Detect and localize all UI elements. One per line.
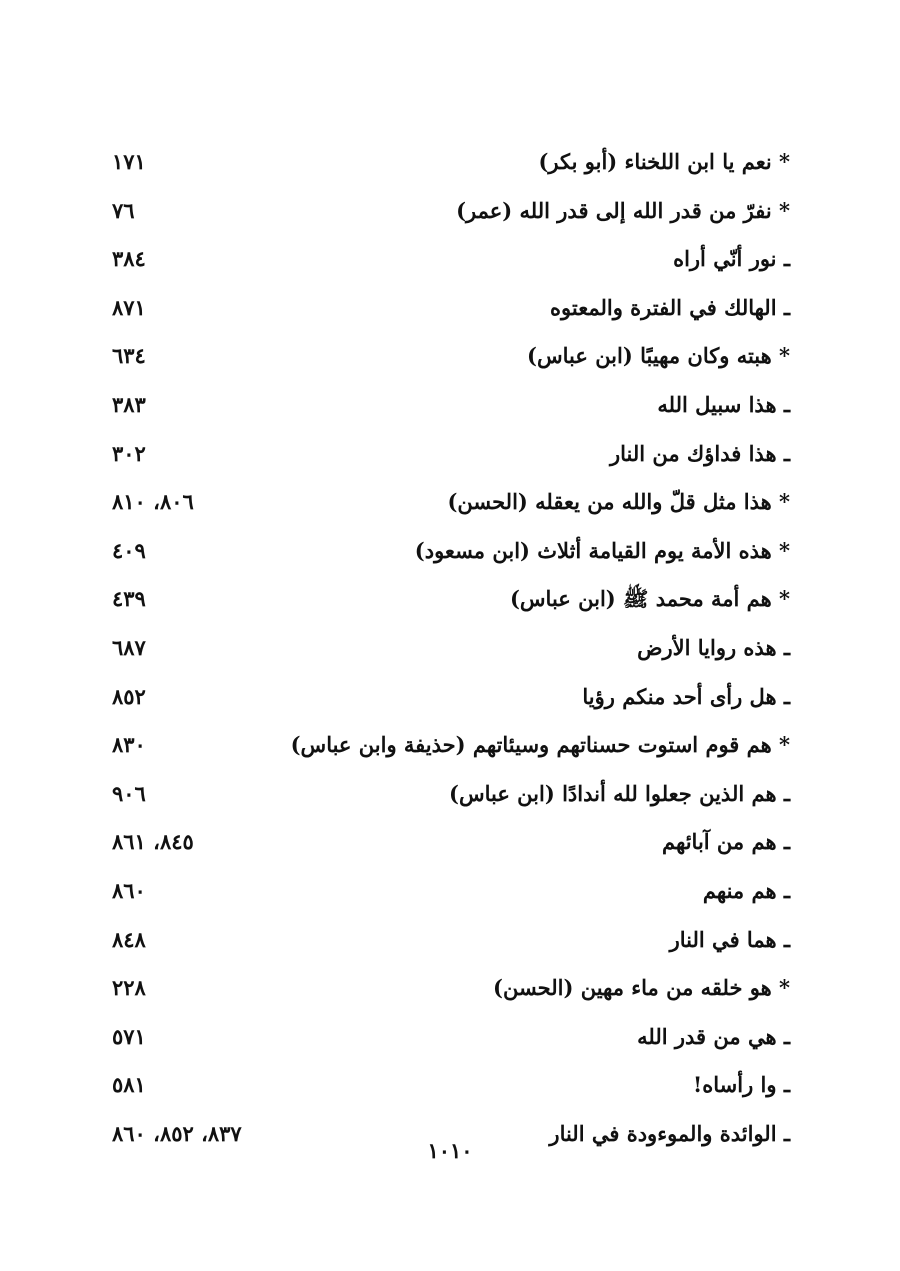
entry-page-refs: ٤٣٩ (112, 586, 146, 612)
entry-page-refs: ٨٣٧، ٨٥٢، ٨٦٠ (112, 1120, 242, 1146)
entry-text: * نفرّ من قدر الله إلى قدر الله (عمر) (456, 197, 790, 223)
entry-text: * هبته وكان مهيبًا (ابن عباس) (527, 343, 790, 369)
index-entry (0, 674, 900, 723)
entry-page-refs: ٥٧١ (112, 1023, 146, 1049)
entry-page-refs: ٧٦ (112, 197, 135, 223)
page-number: ١٠١٠ (427, 1138, 473, 1163)
index-entry (0, 576, 900, 625)
entry-page-refs: ٨٥٢ (112, 683, 146, 709)
index-entry (0, 382, 900, 431)
entry-text: * هم أمة محمد ﷺ (ابن عباس) (509, 586, 790, 612)
index-entry (0, 188, 900, 237)
entry-page-refs: ٢٢٨ (112, 975, 146, 1001)
index-entry (0, 722, 900, 771)
entry-page-refs: ٨٠٦، ٨١٠ (112, 489, 194, 515)
index-entry (0, 333, 900, 382)
entry-page-refs: ٦٨٧ (112, 634, 146, 660)
entry-page-refs: ٩٠٦ (112, 780, 146, 806)
entry-text: * هذا مثل قلّ والله من يعقله (الحسن) (447, 489, 790, 515)
entry-text: ـ نور أنّي أراه (673, 246, 790, 272)
entry-text: ـ هم من آبائهم (662, 829, 790, 855)
entry-text: ـ هم منهم (702, 877, 790, 903)
entry-text: * هذه الأمة يوم القيامة أثلاث (ابن مسعود) (414, 537, 790, 563)
entry-page-refs: ٤٠٩ (112, 537, 146, 563)
entry-text: * نعم يا ابن اللخناء (أبو بكر) (538, 149, 790, 174)
entry-page-refs: ٨٤٥، ٨٦١ (112, 829, 194, 855)
entry-page-refs: ٥٨١ (112, 1072, 146, 1098)
index-entry (0, 819, 900, 868)
entry-text: * هو خلقه من ماء مهين (الحسن) (493, 975, 790, 1001)
entry-text: ـ الوائدة والموءودة في النار (549, 1120, 790, 1146)
index-entry (0, 236, 900, 285)
index-entry (0, 965, 900, 1014)
entry-page-refs: ٦٣٤ (112, 343, 146, 369)
entry-text: ـ وا رأساه! (693, 1072, 790, 1098)
index-entry (0, 1014, 900, 1063)
entry-page-refs: ٨٦٠ (112, 877, 146, 903)
index-entry (0, 1062, 900, 1111)
entry-text: ـ هل رأى أحد منكم رؤيا (582, 683, 790, 709)
entry-page-refs: ٨٧١ (112, 294, 146, 320)
entry-page-refs: ٨٣٠ (112, 732, 146, 758)
entry-text: ـ هذه روايا الأرض (637, 634, 790, 660)
index-entry (0, 285, 900, 334)
entry-text: ـ هما في النار (669, 926, 790, 952)
entry-text: ـ هي من قدر الله (637, 1023, 790, 1049)
entry-page-refs: ٣٨٣ (112, 391, 146, 417)
index-entry (0, 771, 900, 820)
entry-page-refs: ١٧١ (112, 149, 146, 174)
index-entry (0, 625, 900, 674)
index-entry (0, 917, 900, 966)
index-entry (0, 528, 900, 577)
entry-page-refs: ٣٨٤ (112, 246, 146, 272)
entry-text: ـ هذا سبيل الله (657, 391, 790, 417)
entry-text: * هم قوم استوت حسناتهم وسيئاتهم (حذيفة وابن عباس) (290, 732, 790, 758)
entry-text: ـ هذا فداؤك من النار (609, 440, 790, 466)
entry-page-refs: ٣٠٢ (112, 440, 146, 466)
entry-text: ـ الهالك في الفترة والمعتوه (550, 294, 790, 320)
index-entry (0, 479, 900, 528)
entry-text: ـ هم الذين جعلوا لله أندادًا (ابن عباس) (449, 780, 790, 806)
index-list (0, 139, 900, 1159)
index-entry (0, 868, 900, 917)
index-entry (0, 139, 900, 188)
entry-page-refs: ٨٤٨ (112, 926, 146, 952)
index-entry (0, 431, 900, 480)
